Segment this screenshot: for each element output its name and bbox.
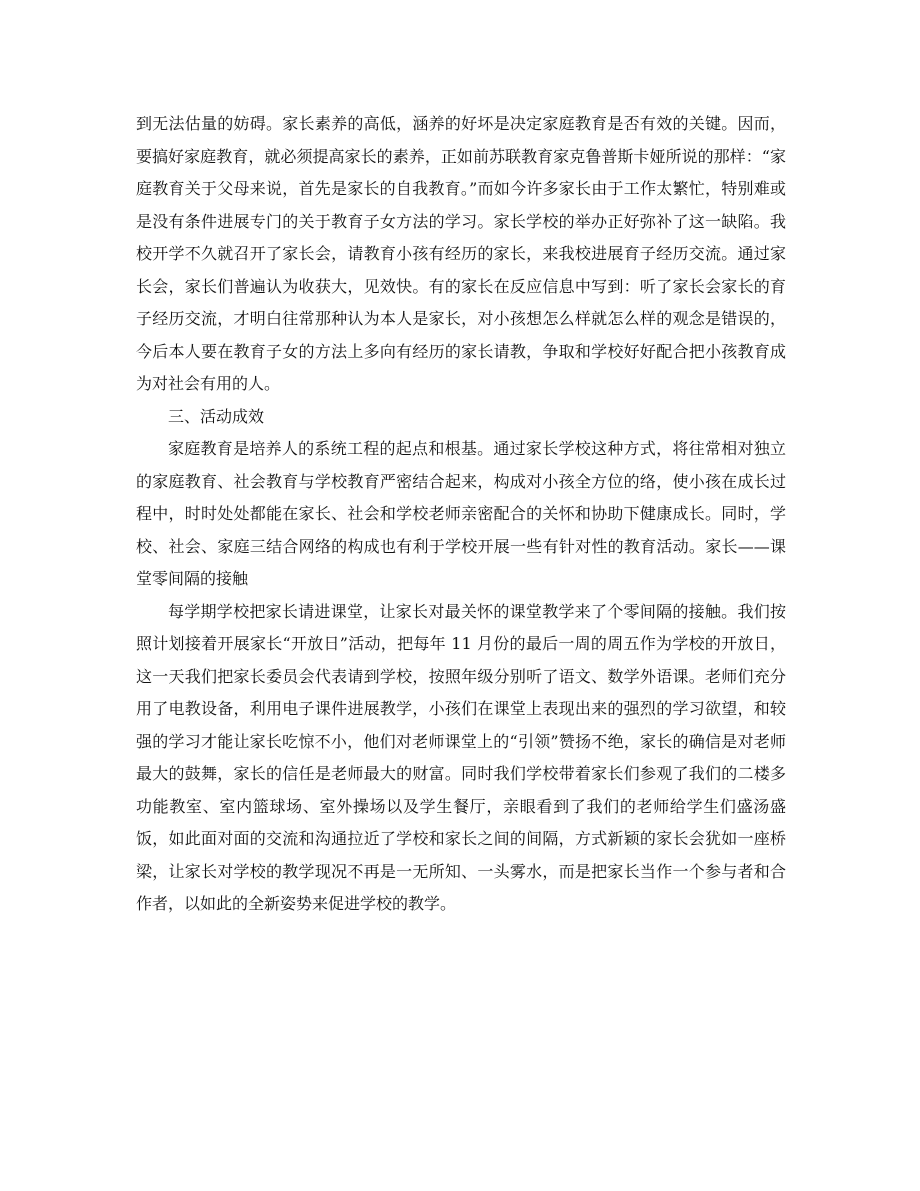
paragraph-continued: 到无法估量的妨碍。家长素养的高低，涵养的好坏是决定家庭教育是否有效的关键。因而，要搞好家庭教育，就必须提高家长的素养，正如前苏联教育家克鲁普斯卡娅所说的那样：“家庭教育关于父母来说，首先是家长的自我教育。”而如今许多家长由于工作太繁忙，特别难或是没有条件进展专门的关于教育子女方法的学习。家长学校的举办正好弥补了这一缺陷。我校开学不久就召开了家长会，请教育小孩有经历的家长，来我校进展育子经历交流。通过家长会，家长们普遍认为收获大，见效快。有的家长在反应信息中写到：听了家长会家长的育子经历交流，才明白往常那种认为本人是家长，对小孩想怎么样就怎么样的观念是错误的，今后本人要在教育子女的方法上多向有经历的家长请教，争取和学校好好配合把小孩教育成为对社会有用的人。	[136, 114, 786, 393]
paragraph-family-education: 家庭教育是培养人的系统工程的起点和根基。通过家长学校这种方式，将往常相对独立的家庭教育、社会教育与学校教育严密结合起来，构成对小孩全方位的络，使小孩在成长过程中，时时处处都能在家长、社会和学校老师亲密配合的关怀和协助下健康成长。同时，学校、社会、家庭三结合网络的构成也有利于学校开展一些有针对性的教育活动。家长——课堂零间隔的接触	[136, 439, 786, 588]
document-page	[136, 108, 786, 921]
paragraph-open-day: 每学期学校把家长请进课堂，让家长对最关怀的课堂教学来了个零间隔的接触。我们按照计划接着开展家长“开放日”活动，把每年 11 月份的最后一周的周五作为学校的开放日，这一天我们把家长委员会代表请到学校，按照年级分别听了语文、数学外语课。老师们充分用了电教设备，利用电子课件进展教学，小孩们在课堂上表现出来的强烈的学习欲望，和较强的学习才能让家长吃惊不小，他们对老师课堂上的“引领”赞扬不绝，家长的确信是对老师最大的鼓舞，家长的信任是老师最大的财富。同时我们学校带着家长们参观了我们的二楼多功能教室、室内篮球场、室外操场以及学生餐厅，亲眼看到了我们的老师给学生们盛汤盛饭，如此面对面的交流和沟通拉近了学校和家长之间的间隔，方式新颖的家长会犹如一座桥梁，让家长对学校的教学现况不再是一无所知、一头雾水，而是把家长当作一个参与者和合作者，以如此的全新姿势来促进学校的教学。	[136, 601, 786, 913]
section-heading-activity-results: 三、活动成效	[168, 406, 265, 426]
